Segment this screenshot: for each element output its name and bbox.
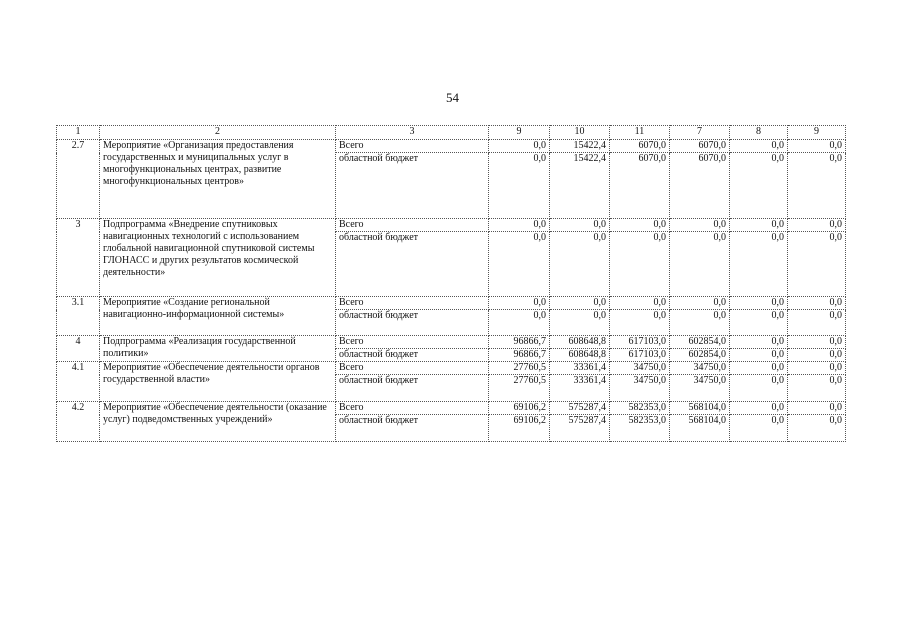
value-cell: 582353,0 (610, 415, 670, 442)
table-row (57, 362, 846, 375)
value-cell: 69106,2 (489, 415, 550, 442)
value-cell: 582353,0 (610, 402, 670, 415)
value-cell: 6070,0 (670, 153, 730, 219)
activity-name: Мероприятие «Создание региональной навигационно-информационной системы» (100, 297, 336, 336)
row-number: 4.2 (57, 402, 100, 442)
funding-source: областной бюджет (336, 349, 489, 362)
funding-source: областной бюджет (336, 310, 489, 336)
funding-source: Всего (336, 362, 489, 375)
value-cell: 27760,5 (489, 362, 550, 375)
value-cell: 0,0 (670, 310, 730, 336)
column-header: 9 (788, 126, 846, 140)
value-cell: 0,0 (489, 297, 550, 310)
value-cell: 0,0 (788, 297, 846, 310)
value-cell: 602854,0 (670, 336, 730, 349)
column-header: 3 (336, 126, 489, 140)
value-cell: 0,0 (489, 310, 550, 336)
budget-table (56, 125, 846, 442)
table-row (57, 140, 846, 153)
value-cell: 0,0 (670, 297, 730, 310)
table-row (57, 336, 846, 349)
activity-name: Мероприятие «Обеспечение деятельности (оказание услуг) подведомственных учреждений» (100, 402, 336, 442)
value-cell: 69106,2 (489, 402, 550, 415)
value-cell: 575287,4 (550, 402, 610, 415)
value-cell: 0,0 (489, 153, 550, 219)
value-cell: 0,0 (788, 375, 846, 402)
value-cell: 0,0 (730, 415, 788, 442)
value-cell: 6070,0 (610, 140, 670, 153)
value-cell: 0,0 (788, 153, 846, 219)
value-cell: 0,0 (788, 415, 846, 442)
table-row (57, 297, 846, 310)
column-header: 8 (730, 126, 788, 140)
table-body (57, 140, 846, 442)
value-cell: 0,0 (730, 375, 788, 402)
value-cell: 0,0 (788, 310, 846, 336)
value-cell: 0,0 (730, 336, 788, 349)
value-cell: 0,0 (550, 297, 610, 310)
row-number: 3 (57, 219, 100, 297)
value-cell: 0,0 (730, 310, 788, 336)
header-row (57, 126, 846, 140)
value-cell: 34750,0 (610, 362, 670, 375)
value-cell: 34750,0 (670, 375, 730, 402)
value-cell: 0,0 (610, 232, 670, 297)
value-cell: 568104,0 (670, 415, 730, 442)
value-cell: 34750,0 (610, 375, 670, 402)
value-cell: 0,0 (610, 219, 670, 232)
funding-source: Всего (336, 297, 489, 310)
value-cell: 0,0 (788, 232, 846, 297)
value-cell: 617103,0 (610, 336, 670, 349)
value-cell: 0,0 (610, 297, 670, 310)
column-header: 7 (670, 126, 730, 140)
value-cell: 33361,4 (550, 375, 610, 402)
value-cell: 608648,8 (550, 349, 610, 362)
value-cell: 0,0 (788, 219, 846, 232)
value-cell: 33361,4 (550, 362, 610, 375)
funding-source: Всего (336, 336, 489, 349)
value-cell: 0,0 (730, 349, 788, 362)
value-cell: 608648,8 (550, 336, 610, 349)
value-cell: 602854,0 (670, 349, 730, 362)
row-number: 2.7 (57, 140, 100, 219)
column-header: 10 (550, 126, 610, 140)
value-cell: 96866,7 (489, 336, 550, 349)
value-cell: 6070,0 (670, 140, 730, 153)
table-row (57, 219, 846, 232)
funding-source: Всего (336, 402, 489, 415)
value-cell: 0,0 (550, 232, 610, 297)
value-cell: 575287,4 (550, 415, 610, 442)
value-cell: 0,0 (788, 362, 846, 375)
funding-source: областной бюджет (336, 153, 489, 219)
value-cell: 0,0 (730, 140, 788, 153)
funding-source: Всего (336, 219, 489, 232)
value-cell: 0,0 (730, 362, 788, 375)
column-header: 1 (57, 126, 100, 140)
funding-source: областной бюджет (336, 375, 489, 402)
value-cell: 0,0 (730, 153, 788, 219)
value-cell: 15422,4 (550, 140, 610, 153)
value-cell: 0,0 (610, 310, 670, 336)
value-cell: 568104,0 (670, 402, 730, 415)
value-cell: 0,0 (730, 402, 788, 415)
funding-source: Всего (336, 140, 489, 153)
activity-name: Мероприятие «Организация предоставления государственных и муниципальных услуг в многофункциональных центрах, развитие многофункциональных центров» (100, 140, 336, 219)
value-cell: 0,0 (730, 219, 788, 232)
value-cell: 6070,0 (610, 153, 670, 219)
funding-source: областной бюджет (336, 415, 489, 442)
table-row (57, 402, 846, 415)
value-cell: 0,0 (788, 349, 846, 362)
value-cell: 0,0 (670, 219, 730, 232)
value-cell: 0,0 (550, 219, 610, 232)
value-cell: 34750,0 (670, 362, 730, 375)
value-cell: 0,0 (788, 402, 846, 415)
row-number: 3.1 (57, 297, 100, 336)
row-number: 4 (57, 336, 100, 362)
row-number: 4.1 (57, 362, 100, 402)
value-cell: 15422,4 (550, 153, 610, 219)
activity-name: Подпрограмма «Внедрение спутниковых навигационных технологий с использованием глобальной навигационной спутниковой системы ГЛОНАСС и других результатов космической деятельности» (100, 219, 336, 297)
value-cell: 0,0 (670, 232, 730, 297)
value-cell: 617103,0 (610, 349, 670, 362)
column-header: 2 (100, 126, 336, 140)
value-cell: 0,0 (489, 232, 550, 297)
value-cell: 0,0 (730, 232, 788, 297)
activity-name: Мероприятие «Обеспечение деятельности органов государственной власти» (100, 362, 336, 402)
value-cell: 0,0 (788, 336, 846, 349)
value-cell: 0,0 (489, 140, 550, 153)
value-cell: 27760,5 (489, 375, 550, 402)
value-cell: 96866,7 (489, 349, 550, 362)
value-cell: 0,0 (730, 297, 788, 310)
activity-name: Подпрограмма «Реализация государственной политики» (100, 336, 336, 362)
value-cell: 0,0 (489, 219, 550, 232)
page-number: 54 (446, 90, 459, 105)
funding-source: областной бюджет (336, 232, 489, 297)
column-header: 9 (489, 126, 550, 140)
value-cell: 0,0 (550, 310, 610, 336)
column-header: 11 (610, 126, 670, 140)
value-cell: 0,0 (788, 140, 846, 153)
